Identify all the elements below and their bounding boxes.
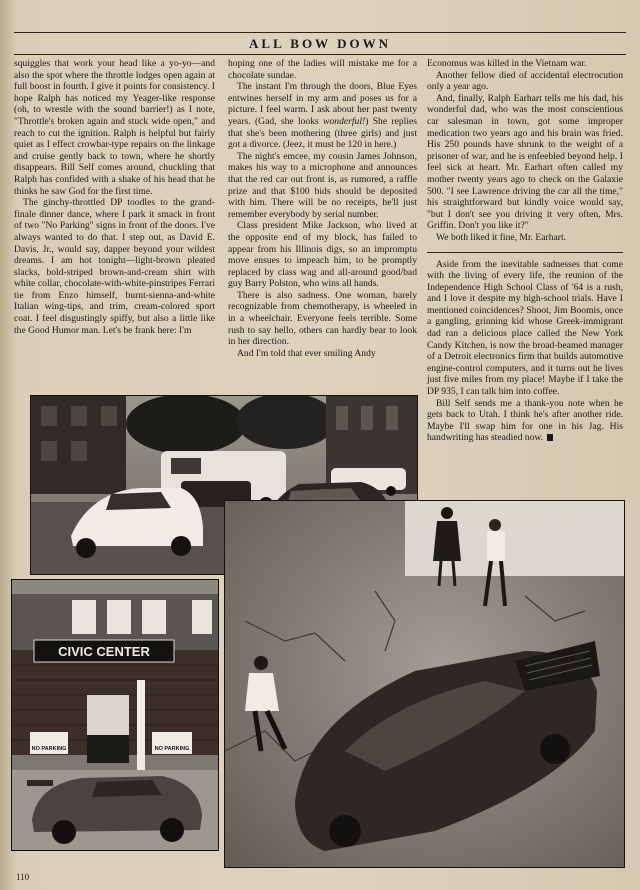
- no-parking-sign-right: NO PARKING: [154, 746, 190, 752]
- civic-center-image: [12, 580, 218, 850]
- no-parking-sign-left: NO PARKING: [31, 746, 67, 752]
- photo-civic-center: [11, 579, 219, 851]
- page-number: 110: [16, 872, 30, 882]
- paragraph: squiggles that work your head like a yo-yo—and also the spot where the throttle lodges open again at full boost in fourth. I give it points for consistency. I hope Ralph has noticed my Yeager-like response (oh, to wrestle with the sound barrier!) as I note, "Throttle's broken again and stuck wide open," and reach to cut the ignition. Ralph is helpful but fairly quiet as I effect crowbar-type repairs on the linkage and cruise gently back to town, where he shortly disappears. Bill Self comes around, chuckling that Ralph has confided with a shake of his head that he thinks he saw God for the first time.: [14, 58, 215, 197]
- section-rule: [427, 252, 623, 253]
- paragraph: Another fellow died of accidental electrocution only a year ago.: [427, 69, 623, 93]
- paragraph: Economus was killed in the Vietnam war.: [427, 58, 587, 69]
- porsche-overhead-image: [225, 501, 624, 867]
- running-head: ALL BOW DOWN: [249, 36, 391, 51]
- header-rule-top: [14, 32, 626, 33]
- paragraph: And I'm told that ever smiling Andy: [237, 347, 376, 359]
- text-run: Bill Self sends me a thank-you note when he gets back to Utah. I think he's after another ride. Maybe I'll swap him for one in his Jag. His handwriting has steadied now.: [427, 397, 623, 444]
- civic-center-sign: CIVIC CENTER: [58, 644, 150, 659]
- paragraph: hoping one of the ladies will mistake me for a chocolate sundae.: [228, 58, 417, 81]
- paragraph: Aside from the inevitable sadnesses that come with the living of every life, the reunion of the Independence High School Class of '64 is a rush, and I love it despite my high-school trials. Have I mentioned coincidences? Shoot, Jim Boomis, once a gangling, grinning kid whose Greek-immigrant dad ran a delicious place called the New York Candy Kitchen, is now the broad-beamed manager of a Detroit electronics firm that builds automotive engine-control computers, and it turns out he lives just five miles from my place! Maybe if I take the DP 935, I can talk him into coffee.: [427, 258, 623, 398]
- column-2: [228, 58, 417, 390]
- header-rule-bottom: [14, 54, 626, 55]
- emphasis: wonderful!: [323, 115, 366, 127]
- paragraph: There is also sadness. One woman, barely recognizable from chemotherapy, is wheeled in in a wheelchair. Everyone feels terrible. Some rush to say hello, others can hardly bear to look in her direction.: [228, 289, 417, 348]
- text-run: The instant I'm through the doors, Blue Eyes entwines herself in my arm and poses us for a picture. I feel warm. I ask about her past twenty years. (Gad, she looks: [228, 81, 417, 127]
- end-of-article-mark: [547, 434, 553, 441]
- column-1: [14, 58, 215, 390]
- text-run: ) She replies that she's been mothering (three girls) and just got a divorce. (Jeez, it must be 120 in here.): [228, 115, 417, 151]
- photo-porsche-overhead: [224, 500, 625, 868]
- paragraph: And, finally, Ralph Earhart tells me his dad, his wonderful dad, who was the most conscientious car salesman in town, got some improper medication two years ago and his brain was fried. His 250 pounds have shrunk to the weight of a prisoner of war, and he is enfeebled beyond help. I feel sick at heart. Mr. Earhart often called my mother twenty years ago to check on the Galaxie 500. "I see Lawrence driving the car all the time," his straightforward but kindly voice would say, "but I don't see you driving it very often, Mrs. Griffin. Don't you like it?": [427, 92, 623, 232]
- paragraph: The ginchy-throttled DP toodles to the grand-finale dinner dance, where I park it smack in front of two "No Parking" signs in front of the doors. I've always wanted to do that. I step out, as David E. Davis, Jr., would say, dapper beyond your wildest dreams. I am hot tonight—light-brown pleated slacks, bold-striped brown-and-cream shirt with white collar, chocolate-with-white-pinstripes Ferrari tie from Enzo himself, burnt-sienna-and-white Italian wing-tips, and trim, cream-colored sport coat. I feel disgustingly spiffy, but also a little like the Good Humor man. Let's be frank here: I'm: [14, 197, 215, 336]
- paragraph: [427, 398, 623, 444]
- column-3: [427, 58, 623, 498]
- paragraph: The night's emcee, my cousin James Johnson, makes his way to a microphone and announces that the red car out front is, as rumored, a raffle prize and that $100 bids should be deposited with him. There will be no receipts, he'll just remember everybody by serial number.: [228, 150, 417, 220]
- paragraph: We both liked it fine, Mr. Earhart.: [436, 231, 567, 243]
- paragraph: [228, 81, 417, 151]
- paragraph: Class president Mike Jackson, who lived at the opposite end of my block, has failed to appear from his Illinois digs, so an impromptu move ensues to impeach him, to be promptly replaced by class wag and all-around good/bad guy Barry Polston, who wins all hands.: [228, 220, 417, 290]
